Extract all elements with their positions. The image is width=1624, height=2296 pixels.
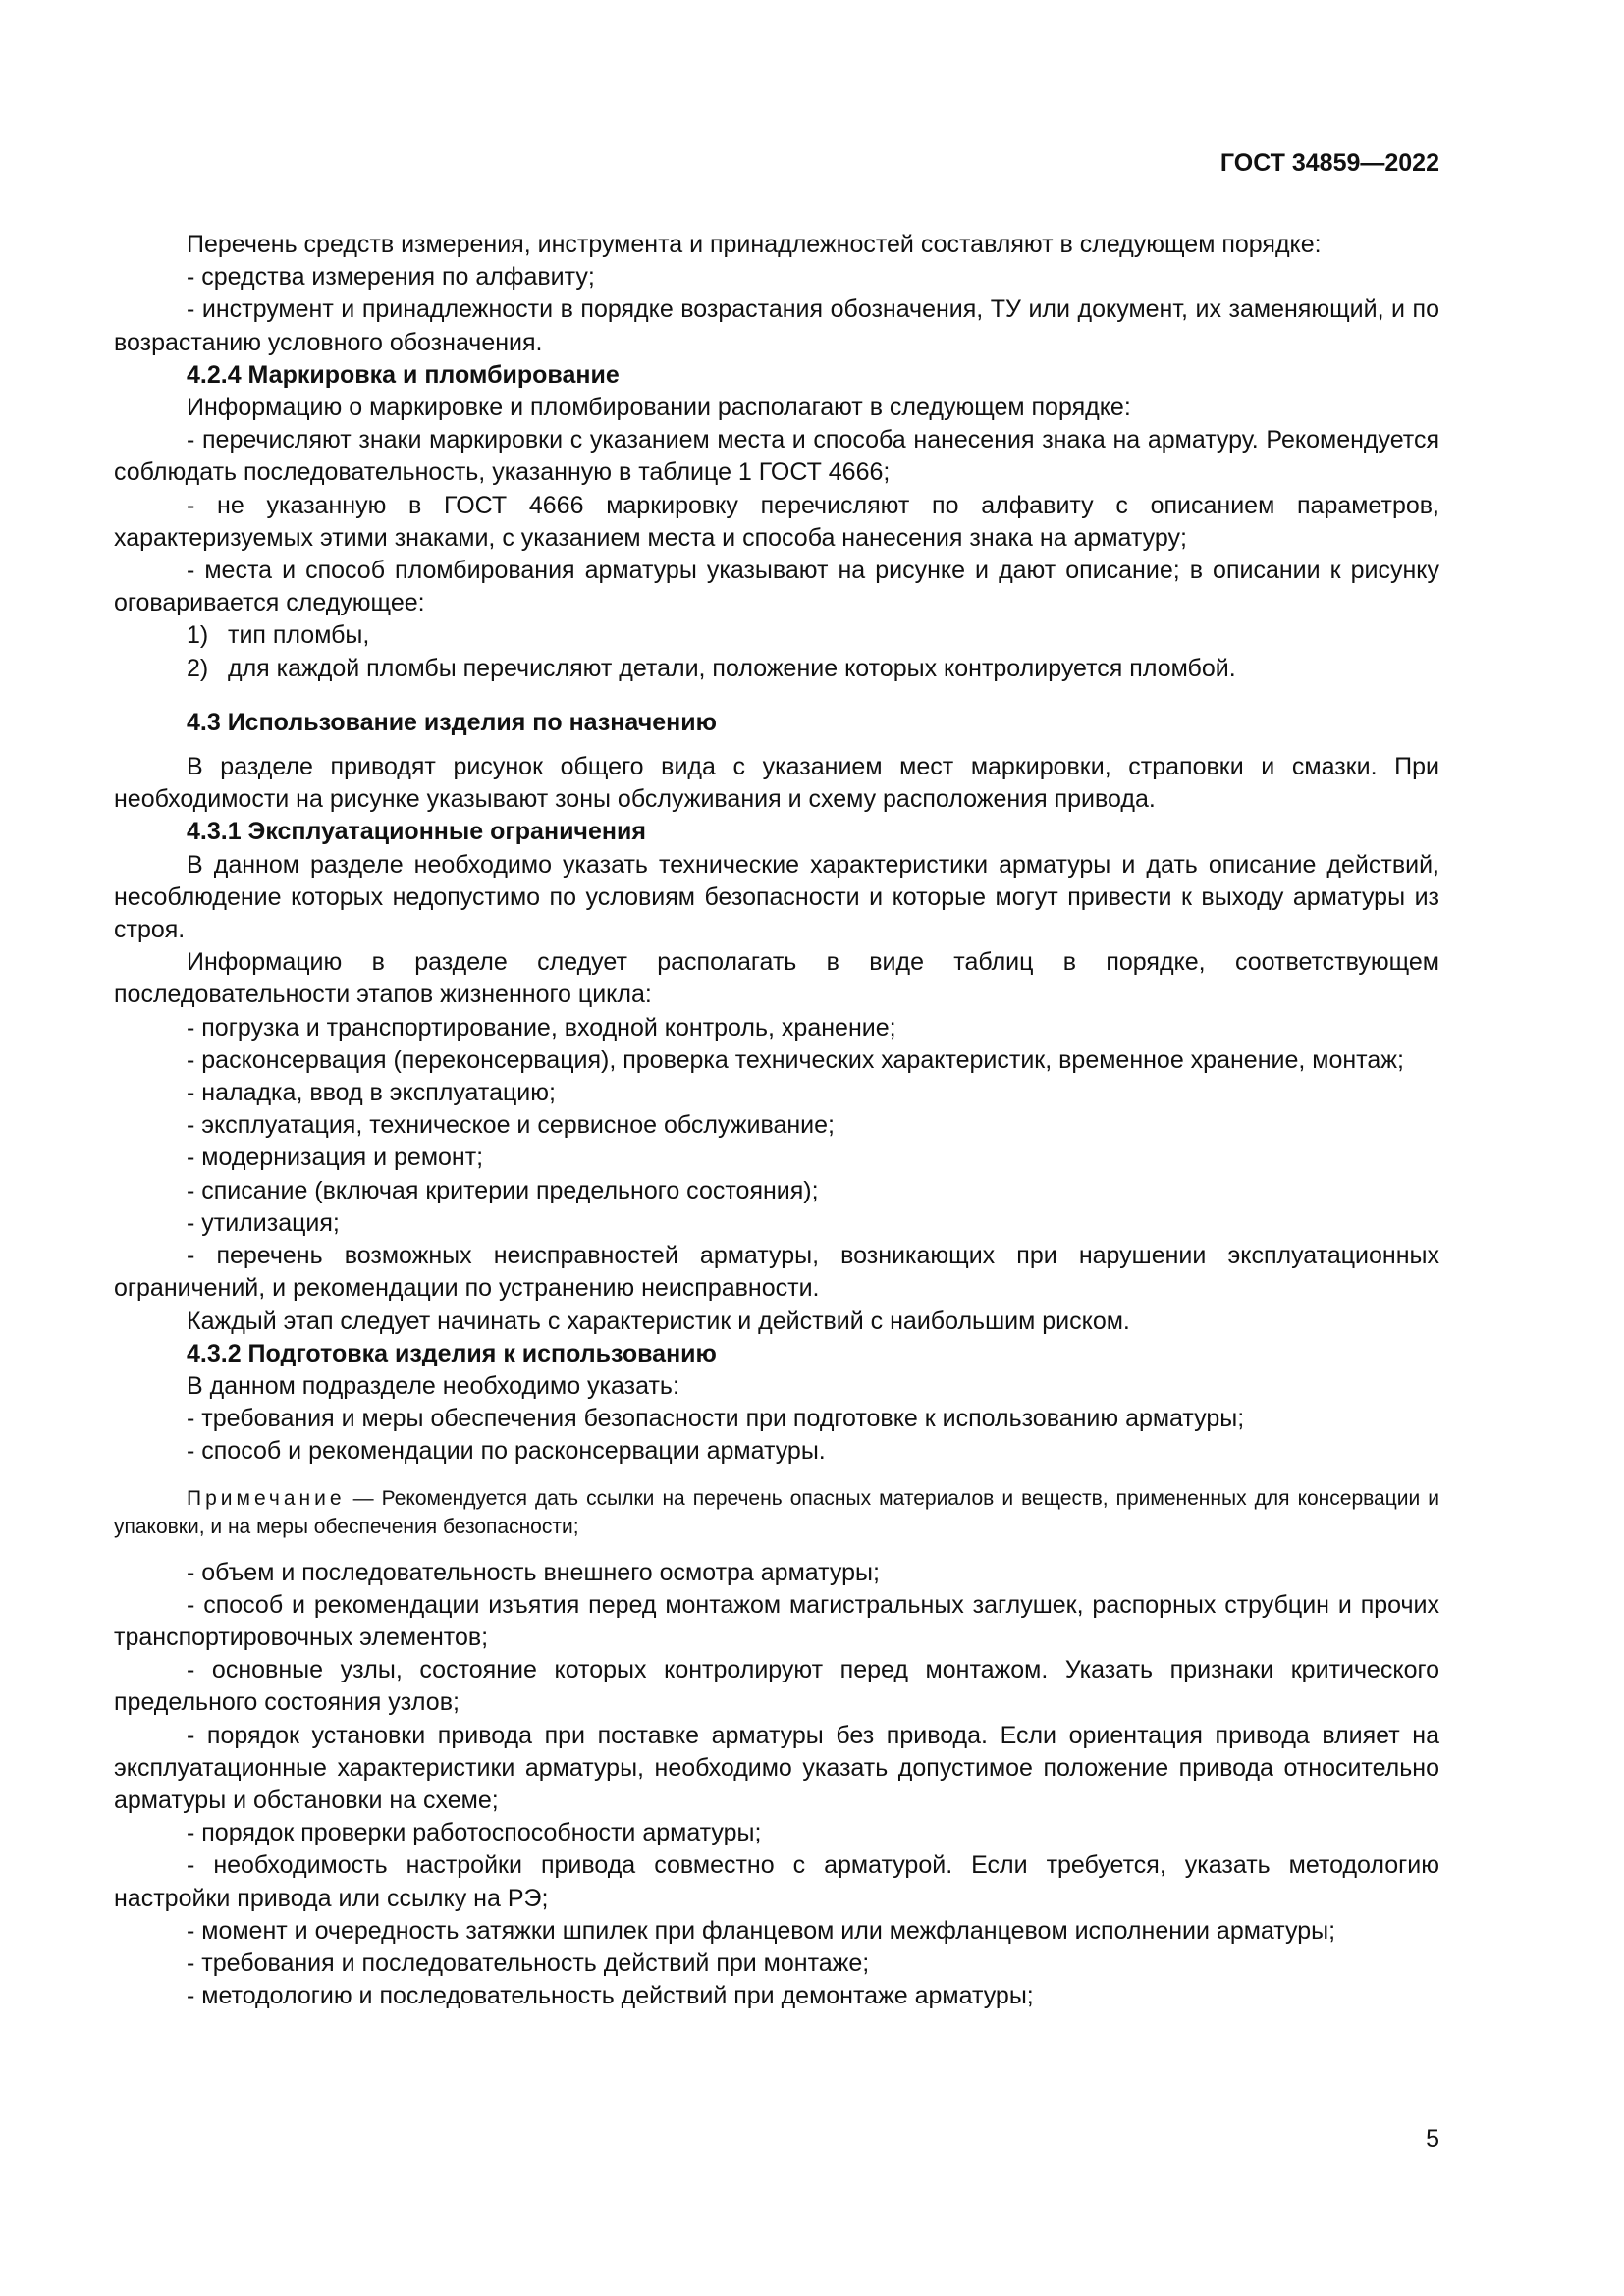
paragraph: - требования и меры обеспечения безопасности при подготовке к использованию арматуры;: [187, 1405, 1245, 1433]
paragraph: - порядок установки привода при поставке арматуры без привода. Если ориентация привода влияет на эксплуатационные характеристики арматуры, необходимо указать допустимое положение привода относительно арматуры и обстановки на схеме;: [114, 1721, 1439, 1814]
note-text: — Рекомендуется дать ссылки на перечень опасных материалов и веществ, примененных для консервации и упаковки, и на меры обеспечения безопасности;: [114, 1486, 1439, 1538]
section-heading: 4.3.1 Эксплуатационные ограничения: [187, 818, 646, 846]
paragraph: - инструмент и принадлежности в порядке возрастания обозначения, ТУ или документ, их заменяющий, и по возрастанию условного обозначения.: [114, 295, 1439, 356]
section-heading: 4.3.2 Подготовка изделия к использованию: [187, 1339, 717, 1367]
paragraph: В данном разделе необходимо указать технические характеристики арматуры и дать описание действий, несоблюдение которых недопустимо по условиям безопасности и которые могут привести к выходу арматуры из строя.: [114, 850, 1439, 944]
paragraph: Перечень средств измерения, инструмента и принадлежностей составляют в следующем порядке:: [187, 231, 1322, 258]
paragraph: - перечень возможных неисправностей арматуры, возникающих при нарушении эксплуатационных ограничений, и рекомендации по устранению неисправности.: [114, 1242, 1439, 1303]
numbered-item: [114, 653, 1439, 685]
paragraph: Информацию о маркировке и пломбировании располагают в следующем порядке:: [187, 394, 1131, 422]
paragraph: - объем и последовательность внешнего осмотра арматуры;: [187, 1558, 880, 1586]
item-text: для каждой пломбы перечисляют детали, положение которых контролируется пломбой.: [228, 654, 1236, 682]
paragraph: - списание (включая критерии предельного состояния);: [187, 1176, 819, 1204]
paragraph: - наладка, ввод в эксплуатацию;: [187, 1079, 556, 1107]
paragraph: - порядок проверки работоспособности арматуры;: [187, 1819, 762, 1847]
paragraph: - утилизация;: [187, 1208, 340, 1237]
paragraph: - погрузка и транспортирование, входной контроль, хранение;: [187, 1013, 896, 1041]
paragraph: - основные узлы, состояние которых контролируют перед монтажом. Указать признаки критического предельного состояния узлов;: [114, 1656, 1439, 1717]
paragraph: - средства измерения по алфавиту;: [187, 263, 595, 292]
paragraph: - расконсервация (переконсервация), проверка технических характеристик, временное хранение, монтаж;: [187, 1045, 1404, 1074]
paragraph: - места и способ пломбирования арматуры указывают на рисунке и дают описание; в описании к рисунку оговаривается следующее:: [114, 557, 1439, 617]
paragraph: - модернизация и ремонт;: [187, 1144, 484, 1172]
item-number: 2): [187, 654, 209, 682]
note-label: Примечание: [187, 1486, 346, 1510]
section-heading: 4.3 Использование изделия по назначению: [187, 708, 717, 736]
paragraph: - эксплуатация, техническое и сервисное обслуживание;: [187, 1111, 835, 1140]
paragraph: Информацию в разделе следует располагать в виде таблиц в порядке, соответствующем последовательности этапов жизненного цикла:: [114, 948, 1439, 1009]
paragraph: - способ и рекомендации изъятия перед монтажом магистральных заглушек, распорных струбцин и прочих транспортировочных элементов;: [114, 1590, 1439, 1651]
paragraph: - перечисляют знаки маркировки с указанием места и способа нанесения знака на арматуру. Рекомендуется соблюдать последовательность, указанную в таблице 1 ГОСТ 4666;: [114, 426, 1439, 487]
document-standard-header: ГОСТ 34859—2022: [1219, 149, 1439, 177]
paragraph: В разделе приводят рисунок общего вида с указанием мест маркировки, страповки и смазки. При необходимости на рисунке указывают зоны обслуживания и схему расположения привода.: [114, 753, 1439, 814]
paragraph: - методологию и последовательность действий при демонтаже арматуры;: [187, 1982, 1034, 2010]
paragraph: - момент и очередность затяжки шпилек при фланцевом или межфланцевом исполнении арматуры;: [187, 1916, 1336, 1945]
page-number: 5: [1426, 2125, 1439, 2153]
item-text: тип пломбы,: [228, 621, 370, 650]
paragraph: - способ и рекомендации по расконсервации арматуры.: [187, 1437, 826, 1466]
paragraph: В данном подразделе необходимо указать:: [187, 1371, 679, 1400]
paragraph: - необходимость настройки привода совместно с арматурой. Если требуется, указать методологию настройки привода или ссылку на РЭ;: [114, 1851, 1439, 1912]
section-heading: 4.2.4 Маркировка и пломбирование: [187, 360, 620, 389]
paragraph: Каждый этап следует начинать с характеристик и действий с наибольшим риском.: [187, 1307, 1130, 1335]
paragraph: - требования и последовательность действий при монтаже;: [187, 1949, 870, 1977]
note: [114, 1484, 1439, 1541]
paragraph: - не указанную в ГОСТ 4666 маркировку перечисляют по алфавиту с описанием параметров, характеризуемых этими знаками, с указанием места и способа нанесения знака на арматуру;: [114, 491, 1439, 552]
numbered-item: [114, 619, 1439, 652]
item-number: 1): [187, 621, 209, 650]
document-body: [114, 229, 1439, 2012]
